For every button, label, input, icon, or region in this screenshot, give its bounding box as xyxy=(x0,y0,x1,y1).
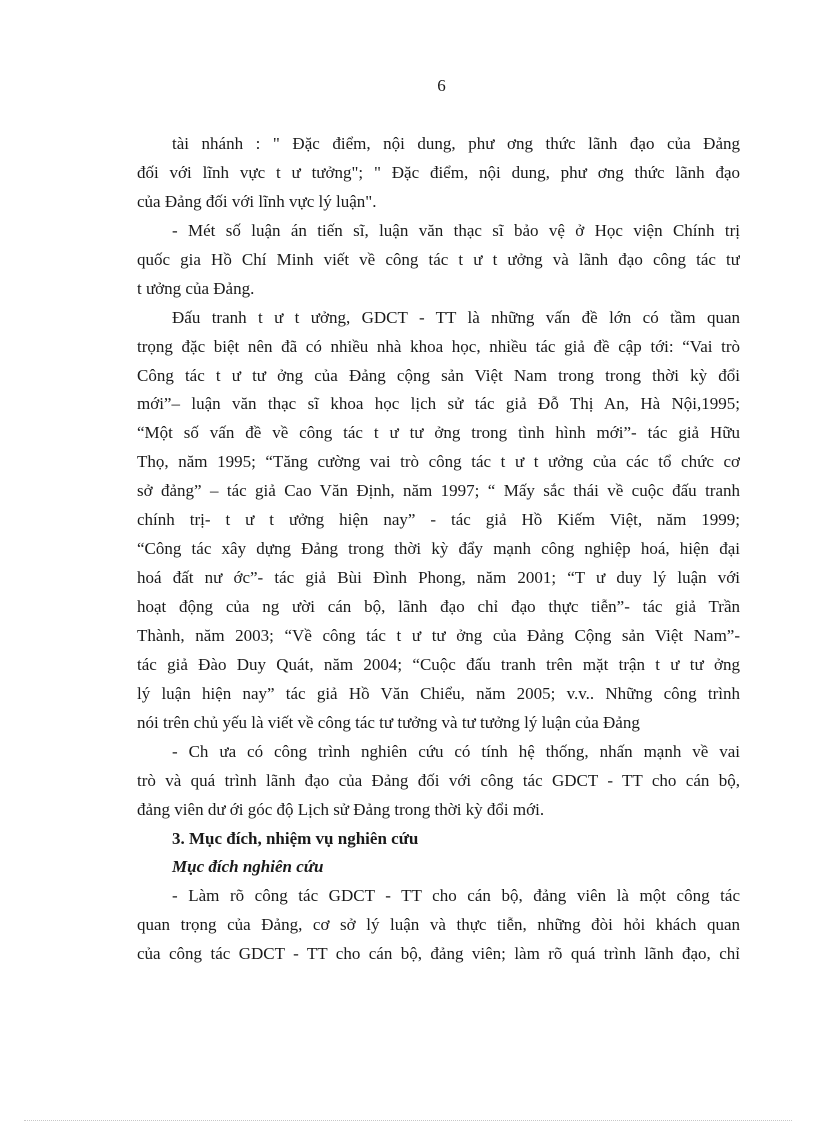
text-line: của công tác GDCT - TT cho cán bộ, đảng viên; làm rõ quá trình lãnh đạo, chỉ xyxy=(137,944,740,964)
text-line: mới”– luận văn thạc sĩ khoa học lịch sử tác giả Đỗ Thị An, Hà Nội,1995; xyxy=(137,394,740,414)
text-line: chính trị- t ư t ưởng hiện nay” - tác giả Hồ Kiếm Việt, năm 1999; xyxy=(137,510,740,530)
body-text xyxy=(137,130,740,969)
text-line: tài nhánh : " Đặc điểm, nội dung, phư ơng thức lãnh đạo của Đảng xyxy=(172,134,740,153)
text-line: trọng đặc biệt nên đã có nhiều nhà khoa học, nhiều tác giả đề cập tới: “Vai trò xyxy=(137,336,740,356)
page-number: 6 xyxy=(437,76,446,95)
text-line: Thọ, năm 1995; “Tăng cường vai trò công tác t ư t ưởng của các tổ chức cơ xyxy=(137,452,740,472)
text-line: - Mét số luận án tiến sĩ, luận văn thạc sĩ bảo vệ ở Học viện Chính trị xyxy=(172,220,740,240)
text-line: hoạt động của ng ười cán bộ, lãnh đạo chỉ đạo thực tiễn”- tác giả Trần xyxy=(137,597,740,616)
text-line: của Đảng đối với lĩnh vực lý luận". xyxy=(137,191,377,211)
subsection-heading: Mục đích nghiên cứu xyxy=(172,857,324,877)
section-heading: 3. Mục đích, nhiệm vụ nghiên cứu xyxy=(172,828,419,848)
text-line: - Làm rõ công tác GDCT - TT cho cán bộ, đảng viên là một công tác xyxy=(172,886,740,906)
text-line: trò và quá trình lãnh đạo của Đảng đối với công tác GDCT - TT cho cán bộ, xyxy=(137,770,740,790)
text-line: lý luận hiện nay” tác giả Hồ Văn Chiểu, năm 2005; v.v.. Những công trình xyxy=(137,683,740,703)
text-line: Công tác t ư tư ởng của Đảng cộng sản Việt Nam trong trong thời kỳ đổi xyxy=(137,365,740,385)
text-line: quan trọng của Đảng, cơ sở lý luận và thực tiễn, những đòi hỏi khách quan xyxy=(137,915,740,935)
text-line: Đấu tranh t ư t ưởng, GDCT - TT là những vấn đề lớn có tầm quan xyxy=(172,307,740,327)
text-line: hoá đất nư ớc”- tác giả Bùi Đình Phong, năm 2001; “T ư duy lý luận với xyxy=(137,568,740,588)
text-line: tác giả Đào Duy Quát, năm 2004; “Cuộc đấu tranh trên mặt trận t ư tư ởng xyxy=(137,654,740,674)
text-line: nói trên chủ yếu là viết về công tác tư tưởng và tư tưởng lý luận của Đảng xyxy=(137,712,640,732)
text-line: sở đảng” – tác giả Cao Văn Định, năm 1997; “ Mấy sắc thái về cuộc đấu tranh xyxy=(137,481,740,501)
text-line: - Ch ưa có công trình nghiên cứu có tính hệ thống, nhấn mạnh về vai xyxy=(172,741,740,761)
text-line: Thành, năm 2003; “Về công tác t ư tư ởng của Đảng Cộng sản Việt Nam”- xyxy=(137,625,740,645)
text-line: “Công tác xây dựng Đảng trong thời kỳ đẩy mạnh công nghiệp hoá, hiện đại xyxy=(137,539,740,559)
text-line: quốc gia Hồ Chí Minh viết về công tác t ư t ưởng và lãnh đạo công tác tư xyxy=(137,249,740,269)
text-line: đảng viên dư ới góc độ Lịch sử Đảng trong thời kỳ đổi mới. xyxy=(137,799,545,819)
text-line: t ưởng của Đảng. xyxy=(137,278,255,298)
text-line: đối với lĩnh vực t ư tưởng"; " Đặc điểm, nội dung, phư ơng thức lãnh đạo xyxy=(137,162,740,182)
page-bottom-rule xyxy=(24,1120,792,1121)
text-line: “Một số vấn đề về công tác t ư tư ởng trong tình hình mới”- tác giả Hữu xyxy=(137,423,740,443)
